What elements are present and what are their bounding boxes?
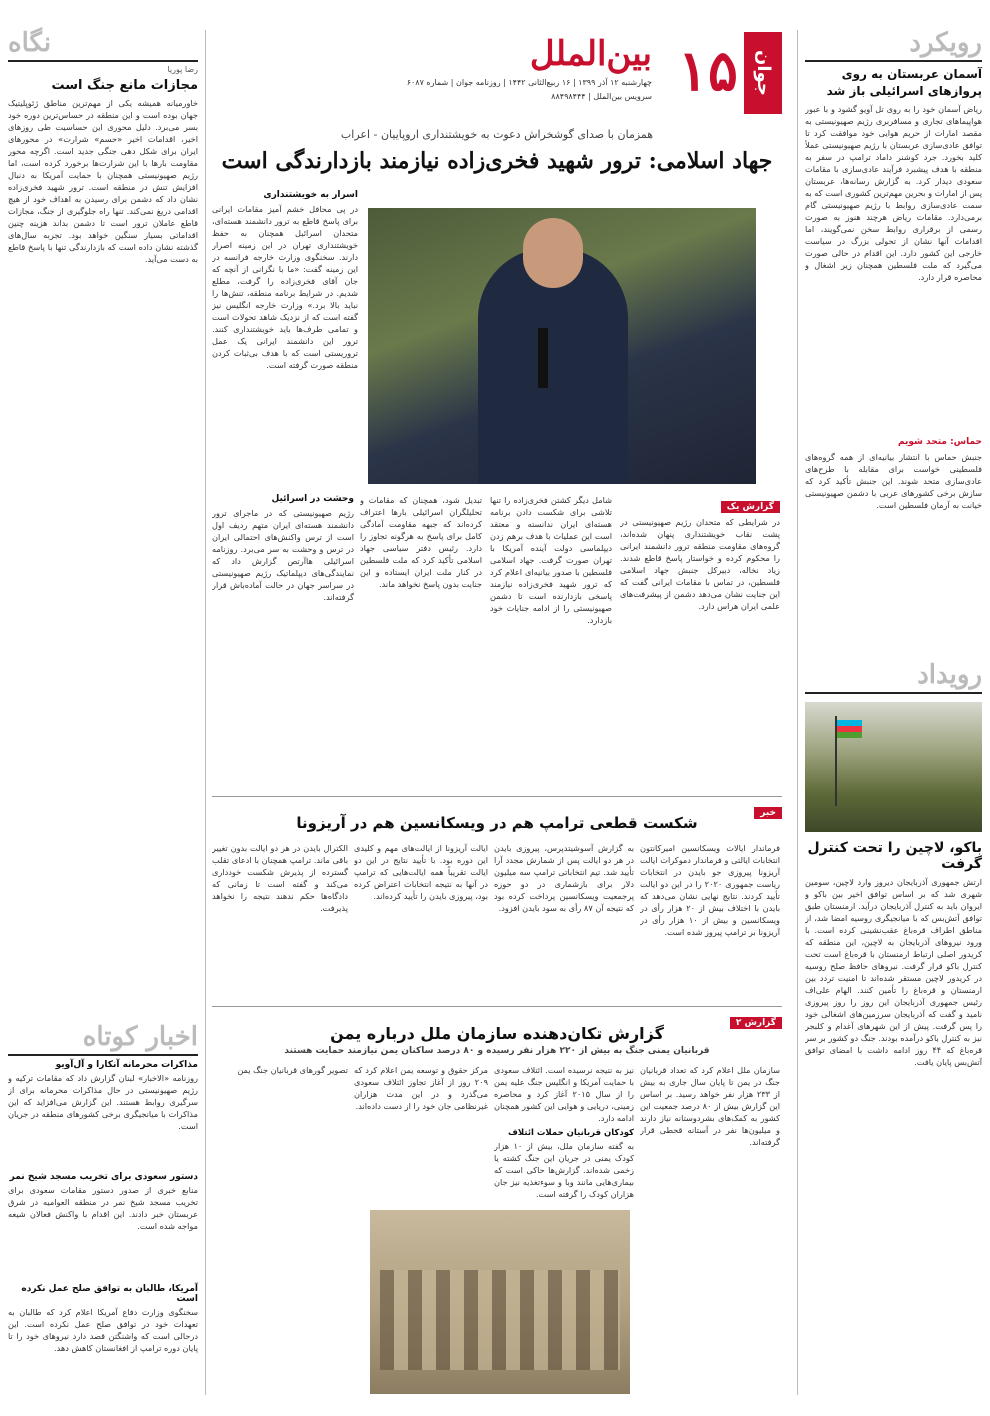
royker-section bbox=[805, 28, 982, 658]
trump-body-a: فرماندار ایالات ویسکانسین امیرکانتون انتخابات ایالتی و فرماندار دموکرات ایالت آریزونا پیروزی جو بایدن در انتخابات ریاست جمهوری ۲۰۲۰ را در این دو ایالت تأیید کردند. نتایج نهایی نشان می‌دهد که بایدن با اختلاف بیش از ۲۰ هزار رأی در ویسکانسین و بیش از ۱۰ هزار رأی در آریزونا بر ترامپ پیروز شده است. bbox=[640, 843, 780, 937]
negah-body: خاورمیانه همیشه یکی از مهم‌ترین مناطق ژئوپلیتیک جهان بوده است و این منطقه در حساس‌ترین دوره خود بسر می‌برد. دلیل محوری این حساسیت طی روزهای اخیر، اقدامات اخیر «حسم» شرارت» در محور‌های ایران برای شکل دهی جنگی جدید است. اگرچه محور مقاومت بارها با این شرارت‌ها برخورد کرده است، اما رژیم صهیونیستی همچنان با حمایت آمریکا به دنبال افزایش تنش در منطقه است. ترور شهید فخری‌زاده نشان داد که دشمن برای رسیدن به اهداف خود از هیچ اقدامی دریغ نمی‌کند. تنها راه جلوگیری از جنگ، مجازات قاطع عاملان ترور است تا دشمن بداند هزینه چنین اقداماتی بسیار سنگین خواهد بود. تجربه سال‌های گذشته نشان داده است که بازدارندگی تنها با پاسخ قاطع به دست می‌آید. bbox=[8, 98, 198, 264]
yemen-caption-col bbox=[212, 1064, 348, 1394]
royker-body-2: جنبش حماس با انتشار بیانیه‌ای از همه گروه‌های فلسطینی خواست برای مقابله با طرح‌های عادی‌سازی متحد شوند. این جنبش تأکید کرد که سازش برخی کشورهای عربی با دشمن صهیونیستی خیانت به آرمان فلسطین است. bbox=[805, 452, 982, 510]
section-name: بین‌الملل bbox=[529, 34, 652, 74]
lead-subhead-1: اسرار به خویشتنداری bbox=[263, 190, 358, 200]
microphone-icon bbox=[538, 328, 548, 388]
roydad-heading: رویداد bbox=[917, 660, 982, 690]
trump-body-b: به گزارش آسوشیتدپرس، پیروزی بایدن در هر دو ایالت پس از شمارش مجدد آرا تأیید شد. تیم انتخاباتی ترامپ سه میلیون دلار برای بازشماری در دو حوزه پرجمعیت ویسکانسین پرداخت کرده بود که نتیجه آن ۸۷ رأی به سود بایدن افزود. bbox=[494, 843, 634, 913]
news-brief-heading: اخبار کوتاه bbox=[82, 1022, 198, 1052]
lead-subhead-2: وحشت در اسرائیل bbox=[271, 494, 354, 504]
logo-text: جوان bbox=[753, 50, 774, 96]
brief-1-body: روزنامه «الاخبار» لبنان گزارش داد که مقامات ترکیه و رژیم صهیونیستی در حال مذاکرات محرمانه برای از سرگیری روابط هستند. این گزارش می‌افزاید که این مذاکرات با میانجیگری برخی کشورهای منطقه در جریان است. bbox=[8, 1073, 198, 1131]
flag-icon bbox=[836, 720, 862, 738]
yemen-body-c: به گفته سازمان ملل، بیش از ۱۰ هزار کودک یمنی در جریان این جنگ کشته یا زخمی شده‌اند. گزارش‌ها حاکی است که بیماری‌هایی مانند وبا و سوءتغذیه نیز جان هزاران کودک را گرفته است. bbox=[494, 1141, 634, 1199]
royker-rule bbox=[805, 60, 982, 62]
speaker-head bbox=[523, 218, 583, 288]
divider-right bbox=[797, 30, 798, 1395]
lead-kicker: همزمان با صدای گوشخراش دعوت به خویشتنداری اروپاییان - اعراب bbox=[340, 128, 654, 141]
royker-body: ریاض آسمان خود را به روی تل آویو گشود و با عبور هواپیماهای تجاری و مسافربری رژیم صهیونیستی به مقصد امارات از حریم هوایی خود موافقت کرد تا توافق عادی‌سازی عربستان با رژیم صهیونیستی عملاً کلید بخورد. جرد کوشنر داماد ترامپ در سفر به منطقه با هدف پیشبرد فرآیند عادی‌سازی با مقامات سعودی دیدار کرد. به گزارش رسانه‌ها، عربستان پس از امارات و بحرین مهم‌ترین کشوری است که به سمت عادی‌سازی روابط با رژیم صهیونیستی گام برمی‌دارد. مقامات ریاض هرچند هنوز به صورت رسمی از برقراری روابط سخن نمی‌گویند، اما اقدامات آنها نشان از تحولی بزرگ در سیاست خارجی این کشور دارد. این اقدام در حالی صورت می‌گیرد که ملت فلسطین همچنان زیر اشغال و محاصره قرار دارد. bbox=[805, 104, 982, 282]
trump-body-c: ایالت آریزونا از ایالت‌های مهم و کلیدی این دوره بود. با تأیید نتایج در این دو ایالت تقریباً همه ایالت‌هایی که ترامپ در آنها به نتیجه انتخابات اعتراض کرده بود، پیروزی بایدن را تأیید کرده‌اند. bbox=[354, 843, 488, 901]
lead-report-block bbox=[620, 494, 780, 794]
flagpole bbox=[835, 716, 837, 806]
negah-headline: مجازات مانع جنگ است bbox=[51, 78, 198, 93]
lead-body-c: شامل دیگر کشتن فخری‌زاده را تنها تلاشی برای شکست دادن برنامه هسته‌ای ایران ندانسته و معتقد است این عملیات با هدف برهم زدن دیپلماسی دولت آینده آمریکا با تهران صورت گرفت. جهاد اسلامی فلسطین با صدور بیانیه‌ای اعلام کرد که ترور شهید فخری‌زاده نیازمند پاسخی بازدارنده است تا دشمن صهیونیستی را از ادامه جنایات خود بازدارد. bbox=[490, 495, 612, 625]
news-brief-section bbox=[8, 1022, 198, 1394]
roydad-headline: باکو، لاچین را تحت کنترل گرفت bbox=[807, 840, 982, 872]
negah-rule bbox=[8, 60, 198, 62]
yemen-tag: گزارش ۲ bbox=[730, 1017, 782, 1029]
trump-headline: شکست قطعی ترامپ هم در ویسکانسین هم در آریزونا bbox=[296, 814, 698, 832]
yemen-body-a: سازمان ملل اعلام کرد که تعداد قربانیان جنگ در یمن تا پایان سال جاری به بیش از ۲۳۳ هزار نفر خواهد رسید. بر اساس این گزارش بیش از ۸۰ درصد جمعیت این کشور به کمک‌های بشردوستانه نیاز دارند و میلیون‌ها نفر در آستانه قحطی قرار گرفته‌اند. bbox=[640, 1065, 780, 1147]
brief-3-body: سخنگوی وزارت دفاع آمریکا اعلام کرد که طالبان به تعهدات خود در توافق صلح عمل نکرده است. این درحالی است که واشنگتن قصد دارد نیروهای خود را تا پایان دوره ترامپ از افغانستان کاهش دهد. bbox=[8, 1307, 198, 1353]
lead-col-a bbox=[212, 190, 358, 490]
brief-1-title: مذاکرات محرمانه آنکارا و آل‌آویو bbox=[55, 1060, 198, 1070]
yemen-body-d: مرکز حقوق و توسعه یمن اعلام کرد که ۲۰۹ روز از آغاز تجاوز ائتلاف سعودی می‌گذرد و در این مدت هزاران غیرنظامی جان خود را از دست داده‌اند. bbox=[354, 1065, 488, 1111]
yemen-body-b: نیز به نتیجه نرسیده است. ائتلاف سعودی با حمایت آمریکا و انگلیس جنگ علیه یمن را از سال ۲۰۱۵ آغاز کرد و محاصره زمینی، دریایی و هوایی این کشور همچنان ادامه دارد. bbox=[494, 1065, 634, 1123]
lead-headline: جهاد اسلامی: ترور شهید فخری‌زاده نیازمند بازدارندگی است bbox=[221, 148, 773, 174]
masthead bbox=[212, 30, 782, 120]
lachin-photo bbox=[805, 702, 982, 832]
news-brief-rule bbox=[8, 1054, 198, 1056]
trump-tag: خبر bbox=[754, 807, 782, 819]
royker-heading: رویکرد bbox=[909, 28, 982, 58]
brief-2-title: دستور سعودی برای تخریب مسجد شیخ نمر bbox=[9, 1172, 198, 1182]
trump-body-d: الکترال بایدن در هر دو ایالت بدون تغییر باقی ماند. ترامپ همچنان با ادعای تقلب گسترده از پذیرش شکست خودداری می‌کند و گفته است تا زمانی که دادگاه‌ها حکم ندهند نتیجه را نخواهد پذیرفت. bbox=[212, 843, 348, 913]
lead-bottom-rule bbox=[212, 796, 782, 797]
divider-left bbox=[205, 30, 206, 1395]
negah-heading: نگاه bbox=[8, 28, 52, 58]
yemen-headline: گزارش تکان‌دهنده سازمان ملل درباره یمن bbox=[330, 1024, 664, 1043]
royker-byline: حماس: متحد شویم bbox=[897, 437, 982, 447]
roydad-rule bbox=[805, 692, 982, 694]
lead-photo bbox=[368, 208, 756, 484]
trump-bottom-rule bbox=[212, 1006, 782, 1007]
royker-headline: آسمان عربستان به روی پروازهای اسرائیلی باز شد bbox=[826, 67, 982, 98]
yemen-photo bbox=[370, 1210, 630, 1394]
grave-rows bbox=[380, 1270, 620, 1370]
lead-body-d: تبدیل شود، همچنان که مقامات و تحلیلگران اسرائیلی بارها اعتراف کرده‌اند که جبهه مقاومت آمادگی کامل برای پاسخ به هرگونه تجاوز را دارد. رئیس دفتر سیاسی جهاد اسلامی تأکید کرد که ملت فلسطین در کنار ملت ایران ایستاده و این جنایت بدون پاسخ نخواهد ماند. bbox=[360, 495, 482, 589]
desk-phone: سرویس بین‌الملل | ۸۸۴۹۸۴۴۴ bbox=[551, 92, 652, 101]
report-body: در شرایطی که متحدان رژیم صهیونیستی در پشت نقاب خویشتنداری پنهان شده‌اند، گروه‌های مقاومت منطقه ترور دانشمند ایرانی را محکوم کرده و خواستار پاسخ قاطع شدند. زیاد نخاله، دبیرکل جنبش جهاد اسلامی فلسطین، در تماس با مقامات ایرانی گفت که این جنایت نشان می‌دهد دشمن از پیشرفت‌های علمی ایران هراس دارد. bbox=[620, 517, 780, 611]
roydad-section bbox=[805, 660, 982, 1395]
lead-body-a: در پی محافل خشم آمیز مقامات ایرانی برای پاسخ قاطع به ترور دانشمند هسته‌ای، متحدان اسرائیل همچنان به حفظ خویشتنداری تهران در این زمینه اصرار دارند. سخنگوی وزارت خارجه فرانسه در این زمینه گفت: «ما با نگرانی از آنچه که جان آقای فخری‌زاده را گرفت، مطلع شدیم. در شرایط برنامه منطقه، تنش‌ها را نباید بالا برد.» وزارت خارجه انگلیس نیز گفته است که از نزدیک شاهد تحولات است و تمامی طرف‌ها باید خویشتنداری کنند. ترور این دانشمند ایرانی یک عمل تروریستی است که با هدف بی‌ثبات کردن منطقه صورت گرفته است. bbox=[212, 204, 358, 370]
report-tag-wrap bbox=[620, 494, 780, 513]
logo bbox=[744, 32, 782, 114]
dateline: چهارشنبه ۱۲ آذر ۱۳۹۹ | ۱۶ ربیع‌الثانی ۱۴۴۲ | روزنامه جوان | شماره ۶۰۸۷ bbox=[406, 78, 652, 87]
yemen-photo-caption: تصویر گورهای قربانیان جنگ یمن bbox=[237, 1065, 348, 1075]
lead-body-b: رژیم صهیونیستی که در ماجرای ترور دانشمند هسته‌ای ایران متهم ردیف اول است از ترس واکنش‌های احتمالی ایران در ترس و وحشت به سر می‌برد. روزنامه اسرائیلی هاآرتص گزارش داد که نمایندگی‌های دیپلماتیک رژیم صهیونیستی در سراسر جهان در حالت آماده‌باش قرار گرفته‌اند. bbox=[212, 508, 354, 602]
negah-section bbox=[8, 28, 198, 1018]
report-tag: گزارش یک bbox=[721, 501, 780, 513]
brief-2-body: منابع خبری از صدور دستور مقامات سعودی برای تخریب مسجد شیخ نمر در منطقه العوامیه در شرق عربستان خبر دادند. این اقدام با واکنش فعالان شیعه مواجه شده است. bbox=[8, 1185, 198, 1231]
yemen-subhead: قربانیان یمنی جنگ به بیش از ۲۲۰ هزار نفر رسیده و ۸۰ درصد ساکنان یمن نیازمند حمایت هستند bbox=[284, 1046, 710, 1056]
negah-author: رضا پوریا bbox=[167, 65, 198, 74]
lead-col-b bbox=[212, 494, 354, 790]
logo-number: ۱۵ bbox=[677, 38, 738, 104]
brief-3-title: آمریکا، طالبان به توافق صلح عمل نکرده است bbox=[21, 1284, 198, 1304]
roydad-body: ارتش جمهوری آذربایجان دیروز وارد لاچین، سومین شهری شد که بر اساس توافق اخیر بین باکو و ایروان باید به کنترل آذربایجان درآید. ارمنستان طبق توافق آتش‌بس که با میانجیگری روسیه امضا شد، از مناطق اطراف قره‌باغ عقب‌نشینی کرده است. با ورود نیروهای آذربایجان به لاچین، این منطقه که کریدور اصلی ارتباط ارمنستان با قره‌باغ است تحت کنترل باکو قرار گرفت. نیروهای حافظ صلح روسیه در کریدور لاچین مستقر شده‌اند تا امنیت تردد بین ارمنستان و قره‌باغ را تأمین کنند. الهام علی‌اف رئیس جمهوری آذربایجان این روز را روز پیروزی نامید و گفت که آذربایجان سرزمین‌های اشغالی خود را پس گرفت. پیش از این شهرهای آغدام و کلبجر نیز به کنترل باکو درآمده بودند. جنگ دو کشور بر سر قره‌باغ که ۴۴ روز ادامه داشت با امضای توافق آتش‌بس پایان یافت. bbox=[805, 877, 982, 1067]
yemen-subhead-2: کودکان قربانیان حملات ائتلاف bbox=[508, 1128, 634, 1138]
